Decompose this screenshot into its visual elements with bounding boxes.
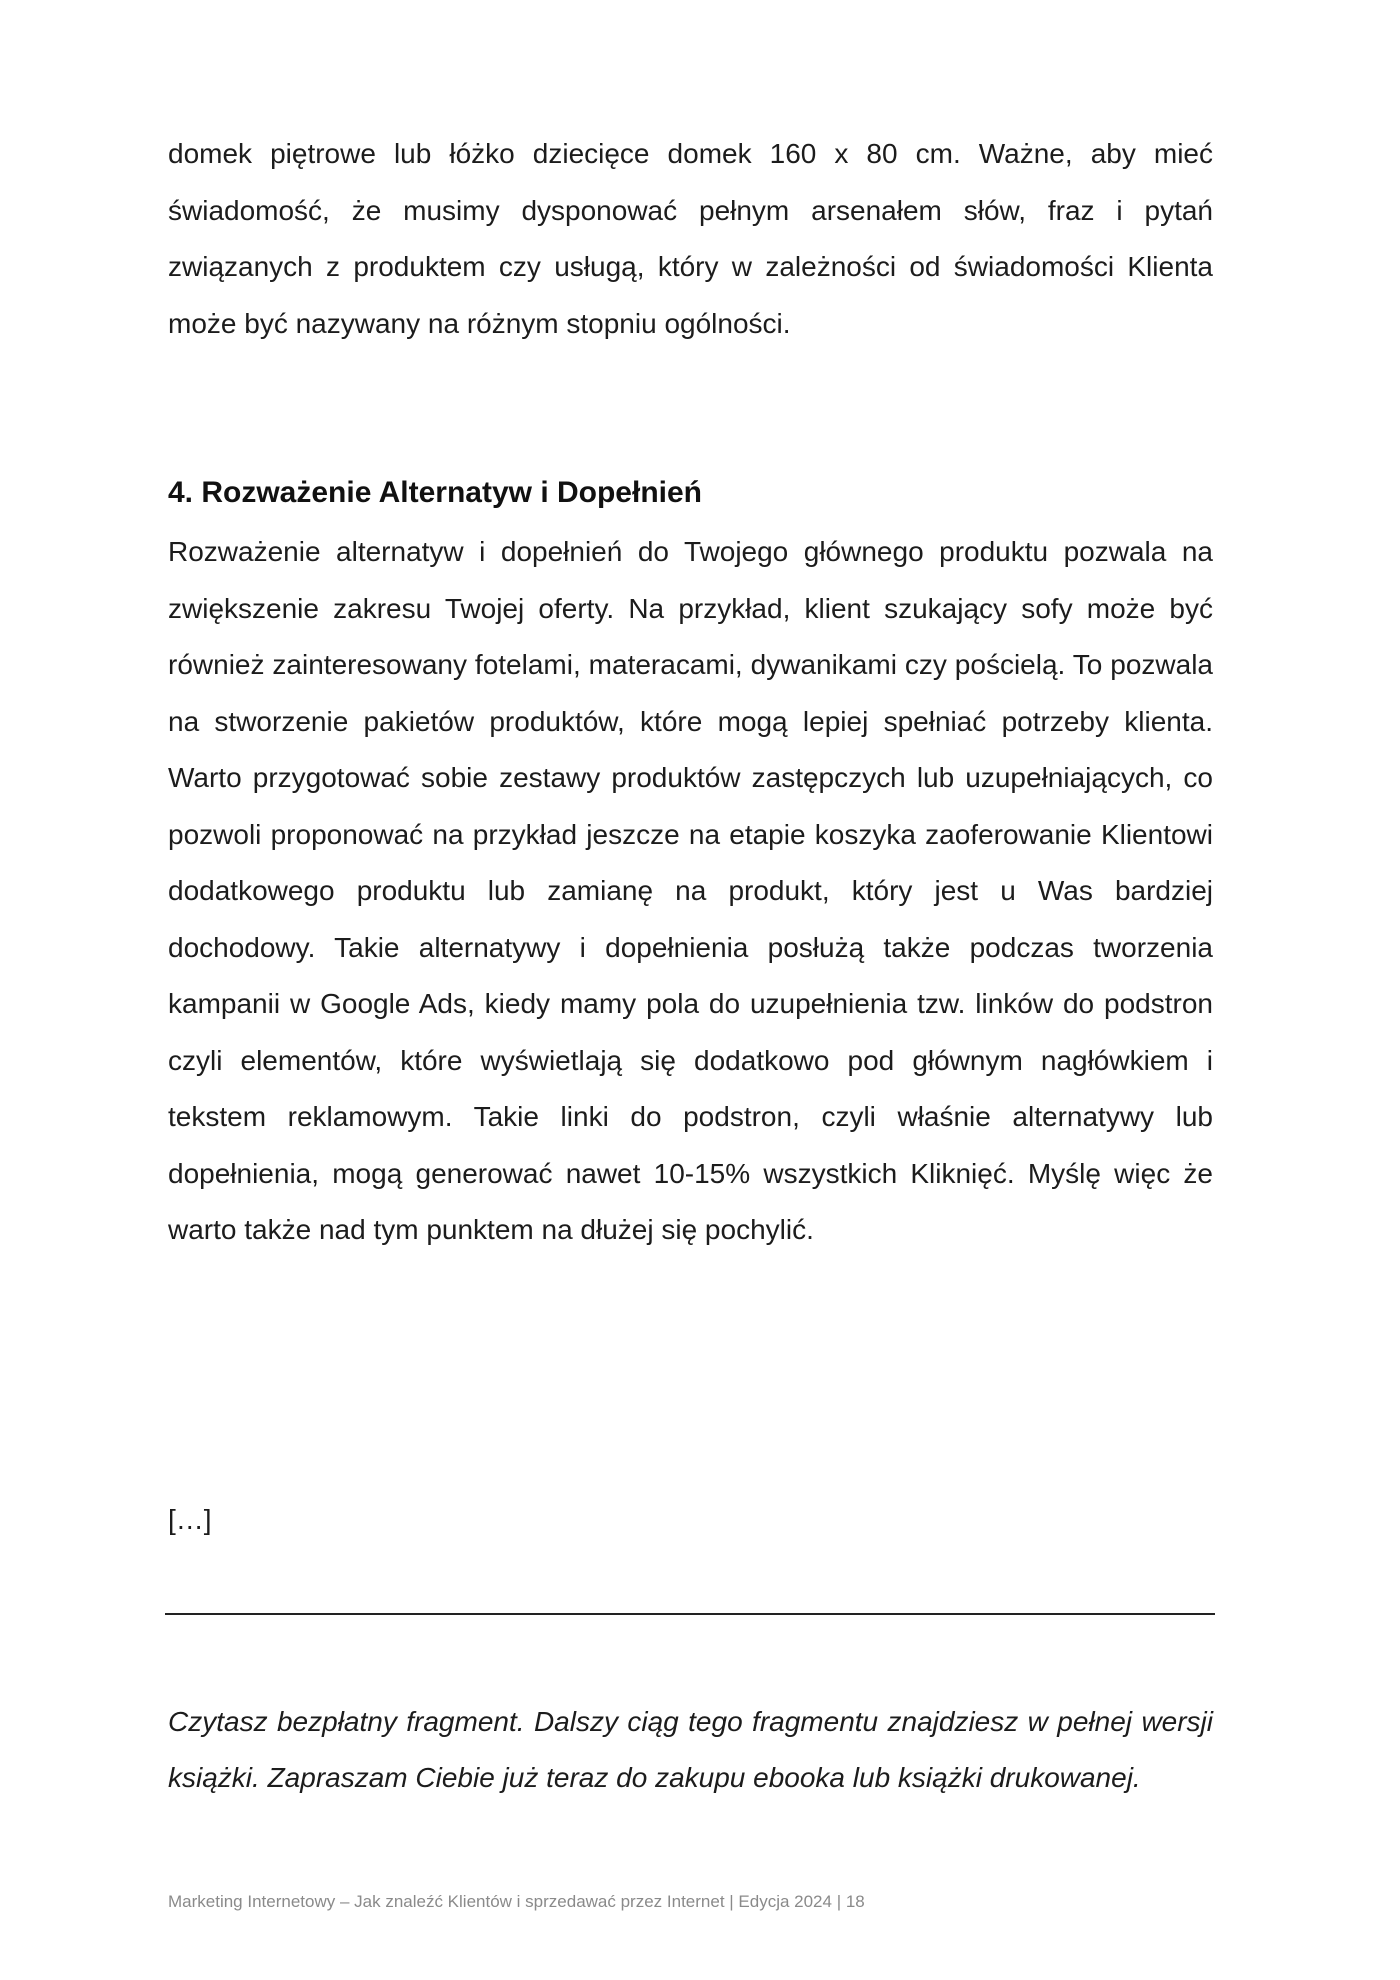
document-page: [168, 0, 1213, 1980]
free-fragment-note: Czytasz bezpłatny fragment. Dalszy ciąg tego fragmentu znajdziesz w pełnej wersji książki. Zapraszam Ciebie już teraz do zakupu ebooka lub książki drukowanej.: [168, 1706, 1213, 1793]
section-paragraph: Rozważenie alternatyw i dopełnień do Twojego głównego produktu pozwala na zwiększenie zakresu Twojej oferty. Na przykład, klient szukający sofy może być również zainteresowany fotelami, materacami, dywanikami czy pościelą. To pozwala na stworzenie pakietów produktów, które mogą lepiej spełniać potrzeby klienta. Warto przygotować sobie zestawy produktów zastępczych lub uzupełniających, co pozwoli proponować na przykład jeszcze na etapie koszyka zaoferowanie Klientowi dodatkowego produktu lub zamianę na produkt, który jest u Was bardziej dochodowy. Takie alternatywy i dopełnienia posłużą także podczas tworzenia kampanii w Google Ads, kiedy mamy pola do uzupełnienia tzw. linków do podstron czyli elementów, które wyświetlają się dodatkowo pod głównym nagłówkiem i tekstem reklamowym. Takie linki do podstron, czyli właśnie alternatywy lub dopełnienia, mogą generować nawet 10-15% wszystkich Kliknięć. Myślę więc że warto także nad tym punktem na dłużej się pochylić.: [168, 536, 1213, 1245]
intro-paragraph: domek piętrowe lub łóżko dziecięce domek 160 x 80 cm. Ważne, aby mieć świadomość, że musimy dysponować pełnym arsenałem słów, fraz i pytań związanych z produktem czy usługą, który w zależności od świadomości Klienta może być nazywany na różnym stopniu ogólności.: [168, 138, 1213, 339]
page-footer: Marketing Internetowy – Jak znaleźć Klientów i sprzedawać przez Internet | Edycja 2024 | 18: [168, 1892, 865, 1911]
ellipsis-marker: […]: [168, 1504, 212, 1535]
divider-line: [165, 1613, 1215, 1615]
section-heading: 4. Rozważenie Alternatyw i Dopełnień: [168, 476, 702, 509]
